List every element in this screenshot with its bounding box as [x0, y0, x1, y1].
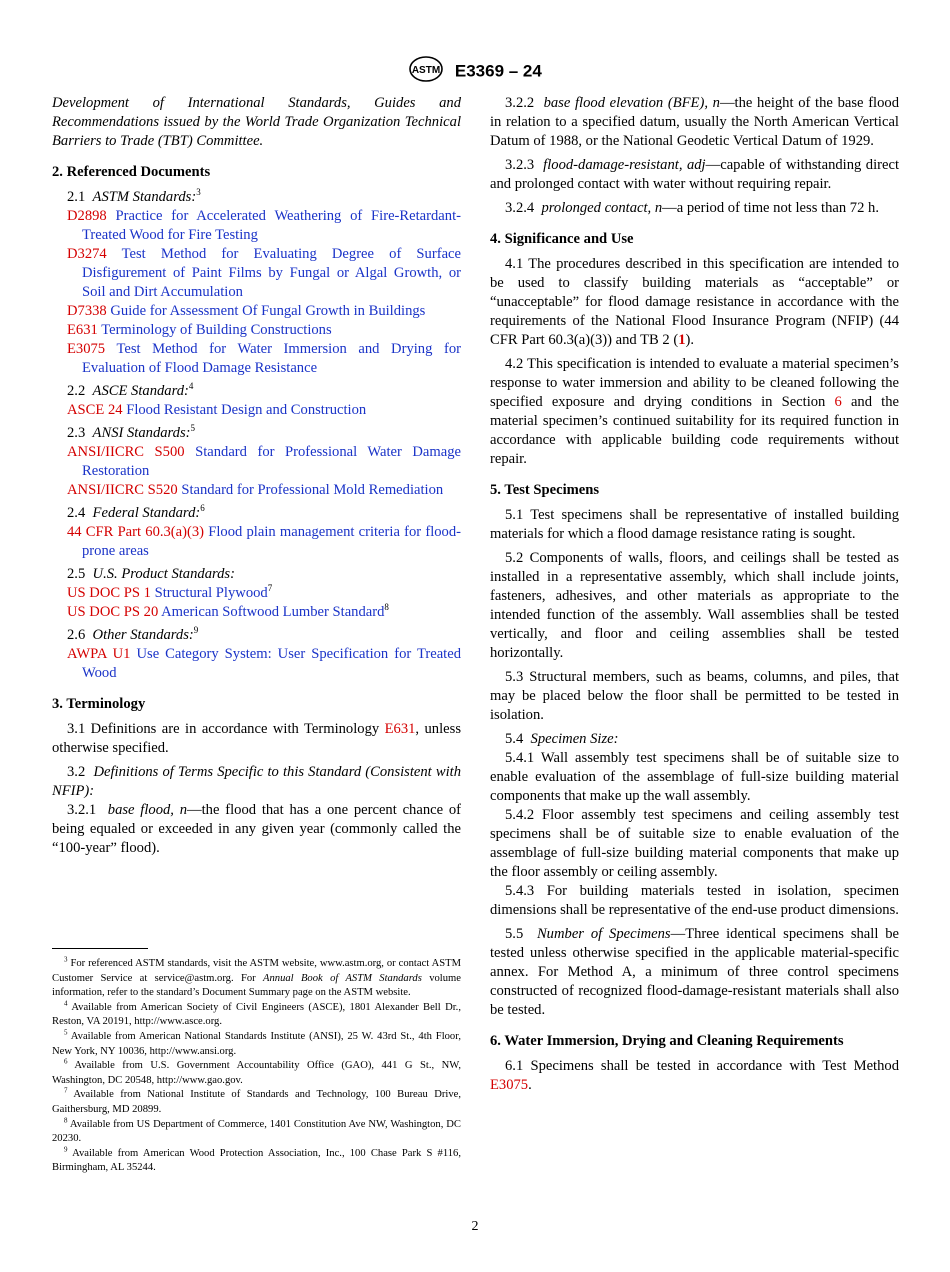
- reference-title-link[interactable]: Terminology of Building Constructions: [101, 322, 332, 338]
- section-5-3: 5.3 Structural members, such as beams, columns, and piles, that may be placed below the floor shall be permitted to be tested in isolation.: [490, 669, 899, 723]
- paragraph-text: .: [528, 1077, 532, 1093]
- reference-title-link[interactable]: Practice for Accelerated Weathering of Fire-Retardant-Treated Wood for Fire Testing: [82, 208, 461, 243]
- footnote-5: [52, 1030, 461, 1059]
- section-3-2-4: [490, 199, 899, 218]
- section-number: 2.5: [67, 566, 86, 582]
- footnote-text: For referenced ASTM standards, visit the ASTM website, www.astm.org, or contact ASTM Customer Service at service@astm.org. For: [52, 958, 462, 984]
- section-2-3: [52, 424, 461, 443]
- section-3-2-2: [490, 94, 899, 151]
- reference-ps-20: [52, 603, 461, 622]
- section-number: 3.2.4: [505, 200, 535, 216]
- paragraph-text: 6.1 Specimens shall be tested in accordance with Test Method: [505, 1058, 899, 1074]
- section-number: 3.2.2: [505, 95, 535, 111]
- paragraph-text: 4.2 This specification is intended to evaluate a material specimen’s response to water immersion and ability to be cleaned following the specified exposure and drying conditions in Section: [490, 356, 899, 410]
- reference-title-link[interactable]: Standard for Professional Water Damage Restoration: [82, 444, 462, 479]
- reference-title-link[interactable]: Flood plain management criteria for flood-prone areas: [82, 524, 461, 559]
- section-title: ASCE Standard:: [92, 383, 189, 399]
- section-3-2-1: [52, 801, 461, 858]
- reference-code-link[interactable]: D2898: [67, 208, 107, 224]
- reference-code-link[interactable]: ANSI/IICRC S500: [67, 444, 185, 460]
- footnote-number: 4: [64, 999, 68, 1008]
- astm-logo-icon: [408, 55, 444, 88]
- section-3-1: [52, 720, 461, 758]
- section-5-4: [490, 730, 899, 749]
- footnote-number: 5: [64, 1028, 68, 1037]
- section-2-1: [52, 188, 461, 207]
- section-title: Other Standards:: [92, 627, 194, 643]
- reference-title-link[interactable]: Guide for Assessment Of Fungal Growth in Buildings: [110, 303, 426, 319]
- footnote-number: 8: [64, 1116, 68, 1124]
- reference-title-link[interactable]: American Softwood Lumber Standard: [161, 604, 385, 620]
- section-5-4-2: 5.4.2 Floor assembly test specimens and ceiling assembly test specimens shall be of suitable size to enable evaluation of the assemblage of full-size building material components that make up the floor assembly or ceiling assembly.: [490, 807, 899, 880]
- footnote-ref[interactable]: 4: [188, 381, 194, 392]
- footnotes: [52, 957, 461, 1176]
- section-number: 2.3: [67, 425, 86, 441]
- intro-text: Development of International Standards, Guides and Recommendations issued by the World Trade Organization Technical Barriers to Trade (TBT) Committee.: [52, 95, 461, 149]
- footnote-text: Available from National Institute of Standards and Technology, 100 Bureau Drive, Gaithersburg, MD 20899.: [52, 1089, 461, 1115]
- definition-text: —the height of the base flood in relation to a specified datum, usually the North American Vertical Datum of 1988, or the National Geodetic Vertical Datum of 1929.: [490, 95, 899, 149]
- reference-ps-1: [52, 584, 461, 603]
- footnote-text: Available from American Wood Protection Association, Inc., 100 Chase Park S #116, Birmingham, AL 35244.: [52, 1147, 461, 1174]
- section-number: 2.6: [67, 627, 86, 643]
- footnote-ref[interactable]: 3: [196, 187, 201, 198]
- section-5-heading: 5. Test Specimens: [490, 482, 600, 498]
- reference-code-link[interactable]: ANSI/IICRC S520: [67, 482, 178, 498]
- section-2-4: [52, 504, 461, 523]
- footnote-number: 9: [64, 1145, 68, 1154]
- reference-d3274: [52, 245, 461, 302]
- footnote-7: [52, 1088, 461, 1117]
- footnote-4: [52, 1001, 461, 1030]
- astm-logo-text: ASTM: [411, 65, 441, 76]
- paragraph-text: ).: [685, 332, 695, 348]
- defined-term: base flood, n: [107, 802, 188, 818]
- section-title: Definitions of Terms Specific to this Standard (Consistent with NFIP):: [52, 764, 461, 799]
- page-header: [0, 55, 950, 88]
- footnote-ref[interactable]: 5: [190, 423, 196, 434]
- section-title: ANSI Standards:: [92, 425, 191, 441]
- section-5-5: [490, 925, 899, 1020]
- footnote-8: [52, 1118, 461, 1147]
- section-number: 2.1: [67, 189, 86, 205]
- footnote-number: 6: [64, 1057, 68, 1066]
- section-4-1: [490, 255, 899, 350]
- section-5-2: 5.2 Components of walls, floors, and ceilings shall be tested as installed in a representative assembly, which shall include joints, fasteners, adhesives, and other materials as appropriate to the intended function of the assembly. Wall assemblies shall be tested vertically, and floor and ceiling assemblies shall be tested horizontally.: [490, 550, 899, 661]
- footnote-text: Available from American National Standards Institute (ANSI), 25 W. 43rd St., 4th Floor, New York, NY 10036, http://www.ansi.org.: [52, 1030, 461, 1057]
- section-number: 3.2.3: [505, 157, 535, 173]
- reference-code-link[interactable]: D7338: [67, 303, 107, 319]
- footnote-number: 3: [64, 955, 68, 964]
- right-column: [490, 94, 899, 1100]
- section-5-1: 5.1 Test specimens shall be representative of installed building materials for which a flood damage resistance rating is sought.: [490, 507, 899, 542]
- definition-text: —a period of time not less than 72 h.: [662, 200, 879, 216]
- section-6-heading: 6. Water Immersion, Drying and Cleaning Requirements: [490, 1033, 844, 1049]
- section-title: Specimen Size:: [530, 731, 619, 747]
- defined-term: base flood elevation (BFE), n: [543, 95, 720, 111]
- reference-title-link[interactable]: Test Method for Water Immersion and Drying for Evaluation of Flood Damage Resistance: [82, 341, 462, 376]
- definition-text: —the flood that has a one percent chance of being equaled or exceeded in any given year (commonly called the “100-year” flood).: [52, 802, 462, 856]
- section-title: U.S. Product Standards:: [92, 566, 235, 582]
- definition-text: —Three identical specimens shall be tested unless otherwise specified in the applicable material-specific annex. For Method A, a minimum of three control specimens constructed of recognized flood-damage-resistant materials shall also be tested.: [490, 926, 899, 1018]
- reference-title-link[interactable]: Test Method for Evaluating Degree of Surface Disfigurement of Paint Films by Fungal or Algal Growth, or Soil and Dirt Accumulation: [82, 246, 461, 300]
- footnote-ref[interactable]: 9: [193, 625, 199, 636]
- section-2-2: [52, 382, 461, 401]
- section-4-2: [490, 355, 899, 469]
- reference-code-link[interactable]: US DOC PS 20: [67, 604, 159, 620]
- section-number: 5.4: [505, 731, 524, 747]
- section-3-2-3: [490, 156, 899, 194]
- reference-d7338: [52, 302, 461, 321]
- paragraph-text: and the material specimen’s continued suitability for its required function in accordance with applicable building code requirements without repair.: [490, 394, 899, 467]
- definition-text: —capable of withstanding direct and prolonged contact with water without requiring repair.: [490, 157, 900, 192]
- e631-link[interactable]: E631: [384, 721, 416, 737]
- section-2-6: [52, 626, 461, 645]
- section-number: 3.2.1: [67, 802, 97, 818]
- section-2-5: [52, 565, 461, 584]
- reference-44-cfr: [52, 523, 461, 561]
- defined-term: flood-damage-resistant, adj: [543, 157, 706, 173]
- footnote-text: Available from U.S. Government Accountability Office (GAO), 441 G St., NW, Washington, DC 20548, http://www.gao.gov.: [52, 1060, 461, 1086]
- reference-s520: [52, 481, 461, 500]
- defined-term: Number of Specimens: [536, 926, 671, 942]
- reference-s500: [52, 443, 461, 481]
- reference-e631: [52, 321, 461, 340]
- reference-code-link[interactable]: 44 CFR Part 60.3(a)(3): [67, 524, 205, 540]
- paragraph-text: 3.1 Definitions are in accordance with Terminology: [67, 721, 385, 737]
- section-title: ASTM Standards:: [92, 189, 197, 205]
- section-5-4-3: 5.4.3 For building materials tested in isolation, specimen dimensions shall be representative of the end-use product dimensions.: [490, 883, 899, 918]
- reference-d2898: [52, 207, 461, 245]
- footnote-ref[interactable]: 6: [200, 503, 205, 514]
- reference-title-link[interactable]: Flood Resistant Design and Construction: [126, 402, 367, 418]
- section-number: 3.2: [67, 764, 86, 780]
- section-6-link[interactable]: 6: [834, 394, 842, 410]
- paragraph-text: 4.1 The procedures described in this specification are intended to be used to classify building materials as “acceptable” or “unacceptable” for flood damage resistance in accordance with the requirements of the National Flood Insurance Program (NFIP) (44 CFR Part 60.3(a)(3)) and TB 2 (: [490, 256, 899, 348]
- footnote-6: [52, 1059, 461, 1088]
- section-3-2: [52, 763, 461, 801]
- section-4-heading: 4. Significance and Use: [490, 231, 634, 247]
- reference-awpa-u1: [52, 645, 461, 683]
- footnote-3: [52, 957, 461, 1001]
- left-column: [52, 94, 461, 863]
- reference-title-link[interactable]: Use Category System: User Specification for Treated Wood: [82, 646, 461, 681]
- footnote-text: Annual Book of ASTM Standards: [263, 972, 422, 984]
- reference-title-link[interactable]: Standard for Professional Mold Remediation: [181, 482, 444, 498]
- footnote-text: volume information, refer to the standard’s Document Summary page on the ASTM website.: [52, 972, 461, 999]
- reference-code-link[interactable]: AWPA U1: [67, 646, 131, 662]
- reference-title-link[interactable]: Structural Plywood: [154, 585, 268, 601]
- section-2-heading: 2. Referenced Documents: [52, 164, 211, 180]
- section-3-heading: 3. Terminology: [52, 696, 146, 712]
- footnote-text: Available from American Society of Civil Engineers (ASCE), 1801 Alexander Bell Dr., Reston, VA 20191, http://www.asce.org.: [52, 1001, 461, 1028]
- footnote-9: [52, 1147, 461, 1176]
- document-number: E3369 – 24: [454, 61, 542, 81]
- reference-code-link[interactable]: D3274: [67, 246, 107, 262]
- footnote-text: Available from US Department of Commerce, 1401 Constitution Ave NW, Washington, DC 20230.: [52, 1118, 461, 1145]
- section-number: 2.4: [67, 505, 86, 521]
- footnote-ref[interactable]: 8: [384, 602, 389, 613]
- section-number: 5.5: [505, 926, 524, 942]
- page-number: 2: [471, 1219, 479, 1234]
- footnote-divider: [52, 948, 148, 949]
- section-5-4-1: 5.4.1 Wall assembly test specimens shall be of suitable size to enable evaluation of the assemblage of full-size building material components that make up the wall assembly.: [490, 750, 899, 804]
- reference-e3075: [52, 340, 461, 378]
- reference-code-link[interactable]: E631: [67, 322, 98, 338]
- reference-asce-24: [52, 401, 461, 420]
- reference-code-link[interactable]: E3075: [67, 341, 106, 357]
- e3075-link[interactable]: E3075: [490, 1077, 529, 1093]
- section-number: 2.2: [67, 383, 86, 399]
- section-title: Federal Standard:: [92, 505, 201, 521]
- defined-term: prolonged contact, n: [541, 200, 663, 216]
- reference-code-link[interactable]: ASCE 24: [67, 402, 123, 418]
- reference-code-link[interactable]: US DOC PS 1: [67, 585, 151, 601]
- reference-1-link[interactable]: 1: [678, 332, 686, 348]
- footnote-number: 7: [64, 1086, 68, 1095]
- footnote-ref[interactable]: 7: [267, 583, 273, 594]
- section-6-1: [490, 1057, 899, 1095]
- paragraph-text: , unless otherwise specified.: [52, 721, 461, 756]
